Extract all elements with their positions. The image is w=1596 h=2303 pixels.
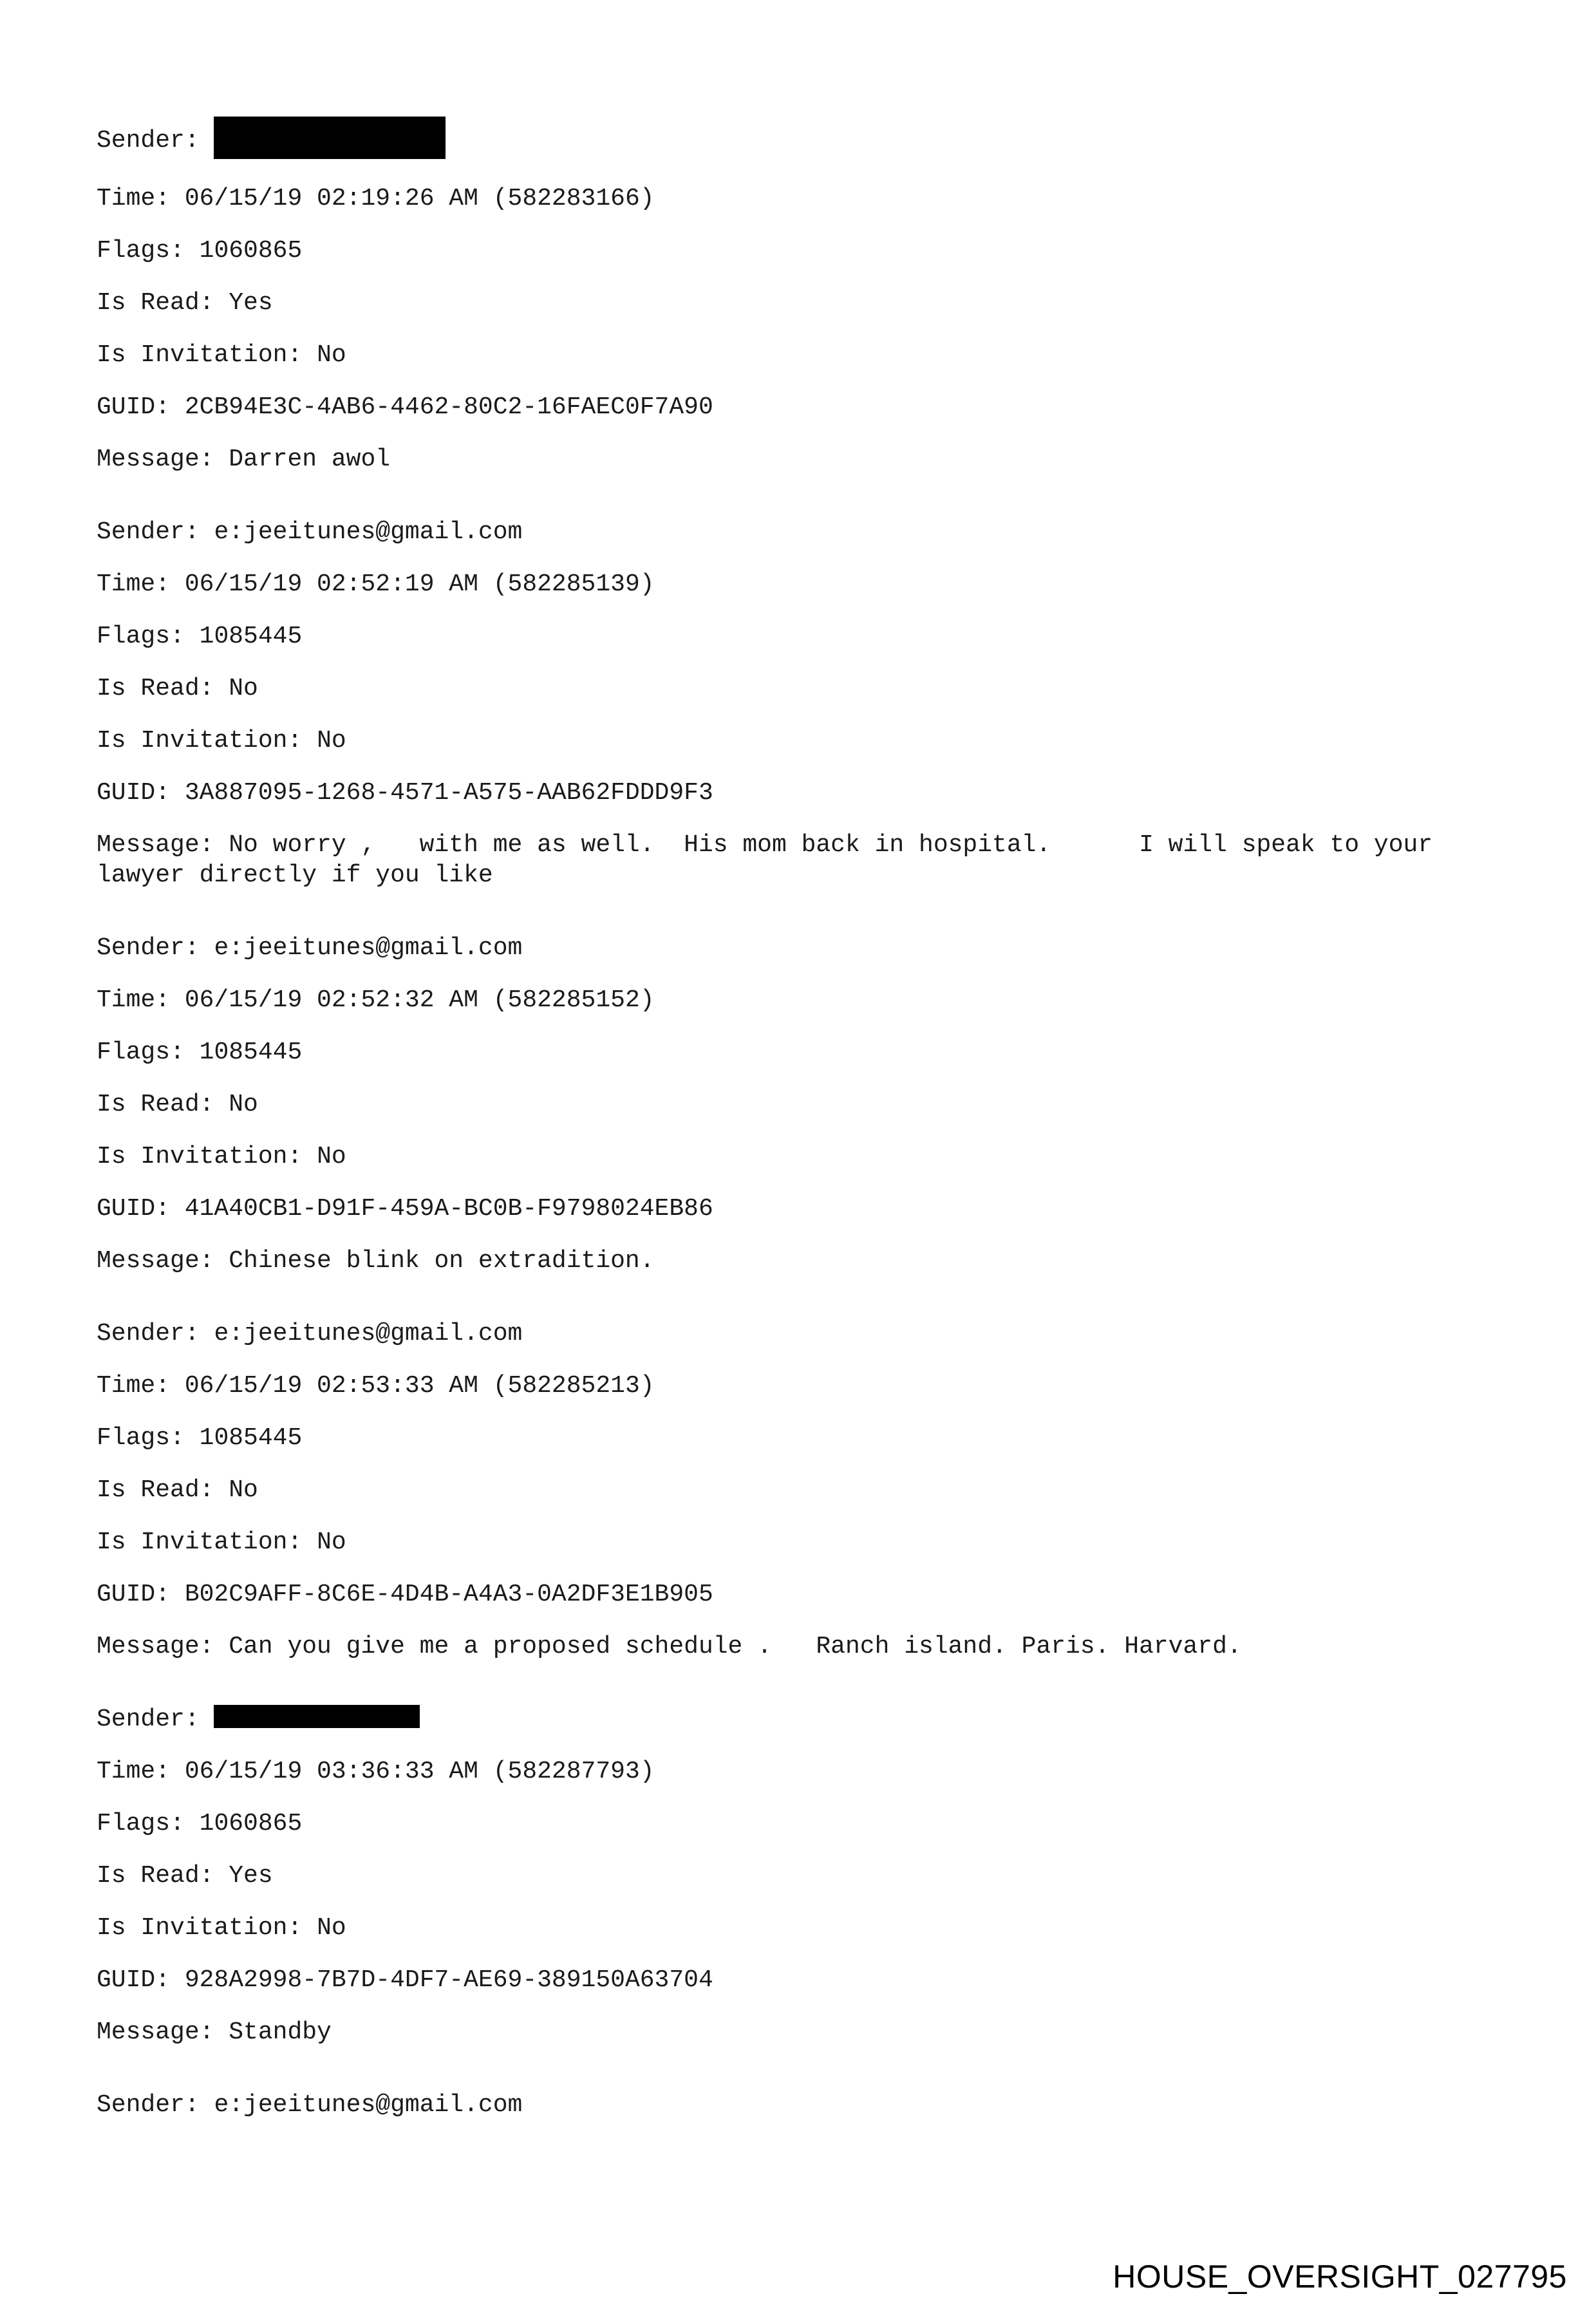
is-read-label: Is Read: (97, 1862, 229, 1890)
sender-line (97, 1704, 1513, 1734)
time-line (97, 1371, 1513, 1401)
message-line (97, 2017, 1513, 2047)
time-value: 06/15/19 02:52:32 AM (582285152) (184, 986, 655, 1014)
is-invitation-line (97, 726, 1513, 756)
flags-line (97, 1809, 1513, 1839)
sender-value: e:jeeitunes@gmail.com (214, 1320, 523, 1348)
sender-label: Sender: (97, 1320, 214, 1348)
message-label: Message: (97, 1633, 229, 1660)
flags-value: 1085445 (199, 623, 303, 650)
redaction-box (214, 1705, 420, 1728)
time-line (97, 1756, 1513, 1787)
bates-number: HOUSE_OVERSIGHT_027795 (1113, 2259, 1567, 2295)
time-value: 06/15/19 03:36:33 AM (582287793) (184, 1758, 655, 1785)
time-line (97, 183, 1513, 214)
flags-line (97, 621, 1513, 652)
message-entry (97, 517, 1513, 890)
sender-label: Sender: (97, 1706, 214, 1733)
flags-label: Flags: (97, 1039, 200, 1066)
flags-line (97, 236, 1513, 266)
guid-line (97, 392, 1513, 422)
message-line (97, 1631, 1513, 1662)
guid-label: GUID: (97, 393, 185, 421)
is-invitation-label: Is Invitation: (97, 1914, 317, 1942)
message-entry (97, 1704, 1513, 2047)
guid-value: B02C9AFF-8C6E-4D4B-A4A3-0A2DF3E1B905 (184, 1581, 713, 1608)
time-label: Time: (97, 185, 185, 212)
flags-value: 1085445 (199, 1424, 303, 1452)
time-line (97, 569, 1513, 599)
message-label: Message: (97, 1247, 229, 1275)
time-line (97, 985, 1513, 1015)
is-read-value: Yes (229, 289, 273, 317)
time-label: Time: (97, 570, 185, 598)
is-read-line (97, 1861, 1513, 1891)
flags-value: 1060865 (199, 237, 303, 265)
message-entry-partial (97, 2090, 1513, 2120)
message-text: No worry , with me as well. His mom back in hospital. I will speak to your lawyer directly if you like (97, 831, 1447, 889)
sender-label: Sender: (97, 127, 214, 155)
time-label: Time: (97, 1372, 185, 1400)
message-log (97, 119, 1513, 2163)
sender-line (97, 517, 1513, 547)
message-entry (97, 933, 1513, 1276)
is-invitation-value: No (317, 1914, 346, 1942)
sender-line (97, 1319, 1513, 1349)
is-invitation-label: Is Invitation: (97, 341, 317, 369)
is-read-label: Is Read: (97, 1476, 229, 1504)
flags-line (97, 1037, 1513, 1067)
time-value: 06/15/19 02:52:19 AM (582285139) (184, 570, 655, 598)
is-read-label: Is Read: (97, 1091, 229, 1118)
guid-value: 3A887095-1268-4571-A575-AAB62FDDD9F3 (184, 779, 713, 807)
is-read-value: No (229, 675, 258, 702)
message-entry (97, 1319, 1513, 1662)
sender-value: e:jeeitunes@gmail.com (214, 934, 523, 962)
flags-label: Flags: (97, 1810, 200, 1838)
guid-value: 41A40CB1-D91F-459A-BC0B-F9798024EB86 (184, 1195, 713, 1223)
sender-label: Sender: (97, 2091, 214, 2119)
is-read-line (97, 1475, 1513, 1505)
is-read-value: No (229, 1476, 258, 1504)
is-invitation-label: Is Invitation: (97, 1143, 317, 1170)
guid-label: GUID: (97, 1195, 185, 1223)
sender-line (97, 2090, 1513, 2120)
guid-line (97, 778, 1513, 808)
sender-label: Sender: (97, 934, 214, 962)
guid-label: GUID: (97, 1966, 185, 1994)
message-label: Message: (97, 2018, 229, 2046)
guid-value: 928A2998-7B7D-4DF7-AE69-389150A63704 (184, 1966, 713, 1994)
is-invitation-line (97, 1527, 1513, 1557)
message-text: Darren awol (229, 446, 391, 473)
message-text: Standby (229, 2018, 332, 2046)
is-invitation-label: Is Invitation: (97, 1528, 317, 1556)
sender-label: Sender: (97, 518, 214, 546)
is-invitation-label: Is Invitation: (97, 727, 317, 755)
is-read-value: Yes (229, 1862, 273, 1890)
time-label: Time: (97, 1758, 185, 1785)
redaction-box (214, 117, 446, 159)
time-value: 06/15/19 02:19:26 AM (582283166) (184, 185, 655, 212)
message-text: Can you give me a proposed schedule . Ranch island. Paris. Harvard. (229, 1633, 1242, 1660)
message-line (97, 830, 1513, 890)
message-label: Message: (97, 446, 229, 473)
is-read-line (97, 1089, 1513, 1120)
time-label: Time: (97, 986, 185, 1014)
sender-line (97, 933, 1513, 963)
flags-label: Flags: (97, 1424, 200, 1452)
is-read-label: Is Read: (97, 675, 229, 702)
is-read-value: No (229, 1091, 258, 1118)
guid-line (97, 1965, 1513, 1995)
sender-value: e:jeeitunes@gmail.com (214, 518, 523, 546)
flags-value: 1085445 (199, 1039, 303, 1066)
guid-label: GUID: (97, 779, 185, 807)
is-invitation-value: No (317, 727, 346, 755)
is-read-line (97, 288, 1513, 318)
is-read-label: Is Read: (97, 289, 229, 317)
is-invitation-value: No (317, 1528, 346, 1556)
is-read-line (97, 673, 1513, 704)
guid-line (97, 1579, 1513, 1610)
sender-line (97, 119, 1513, 162)
time-value: 06/15/19 02:53:33 AM (582285213) (184, 1372, 655, 1400)
sender-value: e:jeeitunes@gmail.com (214, 2091, 523, 2119)
is-invitation-value: No (317, 341, 346, 369)
flags-label: Flags: (97, 623, 200, 650)
is-invitation-line (97, 1142, 1513, 1172)
flags-value: 1060865 (199, 1810, 303, 1838)
is-invitation-line (97, 1913, 1513, 1943)
flags-label: Flags: (97, 237, 200, 265)
message-line (97, 444, 1513, 475)
is-invitation-value: No (317, 1143, 346, 1170)
message-line (97, 1246, 1513, 1276)
guid-line (97, 1194, 1513, 1224)
message-entry (97, 119, 1513, 475)
flags-line (97, 1423, 1513, 1453)
guid-value: 2CB94E3C-4AB6-4462-80C2-16FAEC0F7A90 (184, 393, 713, 421)
guid-label: GUID: (97, 1581, 185, 1608)
message-label: Message: (97, 831, 229, 859)
message-text: Chinese blink on extradition. (229, 1247, 655, 1275)
is-invitation-line (97, 340, 1513, 370)
